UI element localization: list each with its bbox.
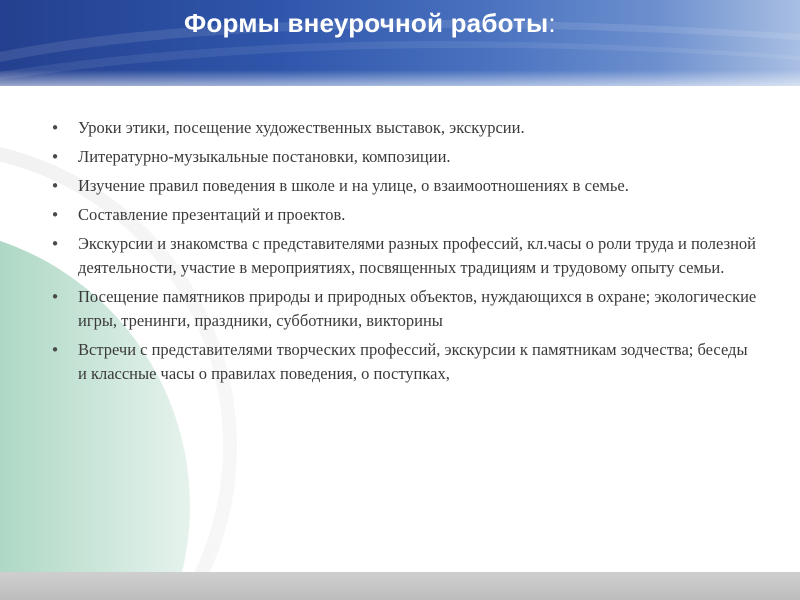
bullet-item — [48, 285, 758, 333]
bullet-text: Уроки этики, посещение художественных выставок, экскурсии. — [78, 118, 525, 137]
slide-title — [184, 8, 556, 39]
bullet-item — [48, 232, 758, 280]
bullet-marker-icon: • — [50, 235, 60, 253]
bullet-text: Составление презентаций и проектов. — [78, 205, 346, 224]
bullet-item — [48, 203, 758, 227]
bullet-marker-icon: • — [50, 288, 60, 306]
bullet-marker-icon: • — [50, 206, 60, 224]
banner-fade — [0, 70, 800, 86]
bullet-marker-icon: • — [50, 341, 60, 359]
bullet-item — [48, 116, 758, 140]
slide-title-text: Формы внеурочной работы — [184, 8, 549, 38]
bullet-text: Изучение правил поведения в школе и на улице, о взаимоотношениях в семье. — [78, 176, 629, 195]
bullet-text: Посещение памятников природы и природных объектов, нуждающихся в охране; экологические игры, тренинги, праздники, субботники, викторины — [78, 287, 757, 330]
bullet-text: Литературно-музыкальные постановки, композиции. — [78, 147, 451, 166]
bullet-item — [48, 145, 758, 169]
bullet-text: Экскурсии и знакомства с представителями разных профессий, кл.часы о роли труда и полезной деятельности, участие в мероприятиях, посвященных традициям и трудовому опыту семьи. — [78, 234, 756, 277]
bullet-text: Встречи с представителями творческих профессий, экскурсии к памятникам зодчества; беседы и классные часы о правилах поведения, о поступках, — [78, 340, 748, 383]
footer-bar — [0, 572, 800, 600]
bullet-list — [48, 116, 758, 391]
bullet-item — [48, 174, 758, 198]
bullet-marker-icon: • — [50, 119, 60, 137]
title-banner — [0, 0, 800, 86]
bullet-marker-icon: • — [50, 148, 60, 166]
bullet-marker-icon: • — [50, 177, 60, 195]
bullet-item — [48, 338, 758, 386]
slide-title-colon: : — [548, 8, 556, 38]
